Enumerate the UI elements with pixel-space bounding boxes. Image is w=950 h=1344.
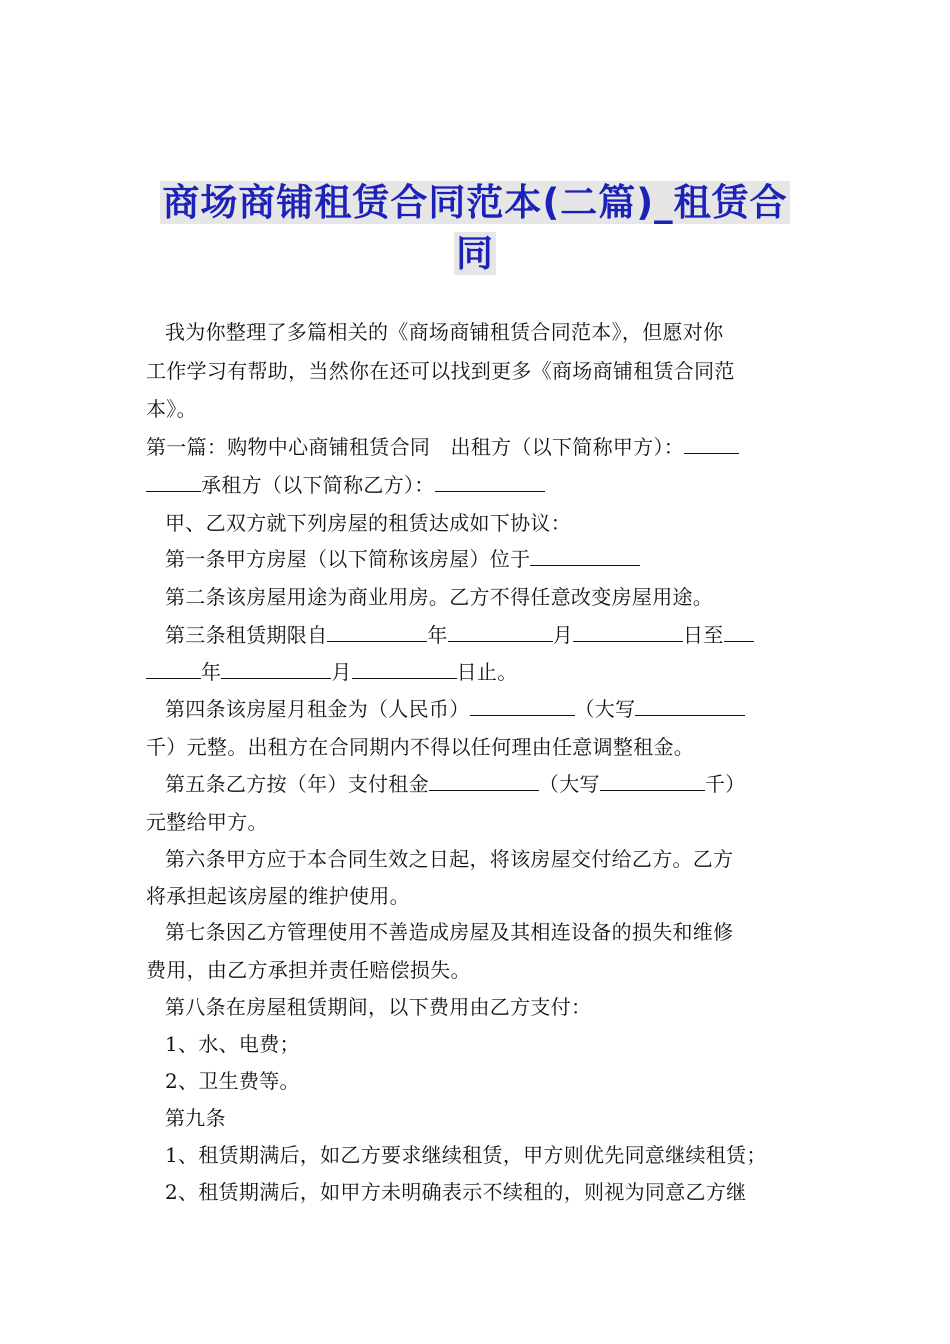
clause-5-continued: 元整给甲方。 — [146, 810, 268, 834]
fill-blank — [435, 473, 545, 492]
fill-blank — [635, 697, 745, 716]
fill-blank — [684, 435, 739, 454]
intro-paragraph-line: 工作学习有帮助，当然你在还可以找到更多《商场商铺租赁合同范 — [146, 359, 735, 383]
fill-blank — [530, 547, 640, 566]
clause-9-item-2: 2、租赁期满后，如甲方未明确表示不续租的，则视为同意乙方继 — [165, 1180, 747, 1204]
document-title-line-2: 同 — [456, 232, 494, 275]
fill-blank — [600, 772, 705, 791]
clause-2: 第二条该房屋用途为商业用房。乙方不得任意改变房屋用途。 — [165, 585, 714, 609]
clause-5: 第五条乙方按（年）支付租金 （大写 千） — [165, 772, 746, 796]
fill-blank — [429, 772, 539, 791]
clause-1: 第一条甲方房屋（以下简称该房屋）位于 — [165, 545, 845, 573]
agreement-intro: 甲、乙双方就下列房屋的租赁达成如下协议： — [165, 511, 571, 535]
clause-6: 第六条甲方应于本合同生效之日起，将该房屋交付给乙方。乙方 — [165, 847, 734, 871]
fill-blank — [327, 623, 427, 642]
clause-8-item-2: 2、卫生费等。 — [165, 1069, 300, 1093]
clause-8-item-1: 1、水、电费； — [165, 1032, 300, 1056]
intro-paragraph-line: 本》。 — [146, 397, 197, 421]
document-title-line-1: 商场商铺租赁合同范本(二篇)_租赁合 — [162, 181, 788, 224]
fill-blank — [448, 623, 553, 642]
fill-blank — [146, 473, 201, 492]
clause-6-continued: 将承担起该房屋的维护使用。 — [146, 884, 410, 908]
tenant-line: 承租方（以下简称乙方）： — [146, 471, 826, 499]
fill-blank — [470, 697, 575, 716]
clause-8: 第八条在房屋租赁期间，以下费用由乙方支付： — [165, 995, 592, 1019]
clause-7: 第七条因乙方管理使用不善造成房屋及其相连设备的损失和维修 — [165, 920, 734, 944]
clause-3-continued: 年 月 日止。 — [146, 658, 826, 686]
fill-blank — [573, 623, 683, 642]
fill-blank — [352, 660, 457, 679]
intro-paragraph-line: 我为你整理了多篇相关的《商场商铺租赁合同范本》，但愿对你 — [165, 320, 724, 344]
clause-9: 第九条 — [165, 1106, 226, 1130]
fill-blank — [724, 623, 754, 642]
clause-4-continued: 千）元整。出租方在合同期内不得以任何理由任意调整租金。 — [146, 735, 695, 759]
clause-7-continued: 费用，由乙方承担并责任赔偿损失。 — [146, 958, 471, 982]
fill-blank — [221, 660, 331, 679]
part-one-heading: 第一篇：购物中心商铺租赁合同 出租方（以下简称甲方）： — [146, 433, 826, 461]
clause-3: 第三条租赁期限自 年 月 日至 — [165, 621, 845, 649]
fill-blank — [146, 660, 201, 679]
clause-9-item-1: 1、租赁期满后，如乙方要求继续租赁，甲方则优先同意继续租赁； — [165, 1143, 767, 1167]
clause-4: 第四条该房屋月租金为（人民币） （大写 — [165, 695, 845, 723]
